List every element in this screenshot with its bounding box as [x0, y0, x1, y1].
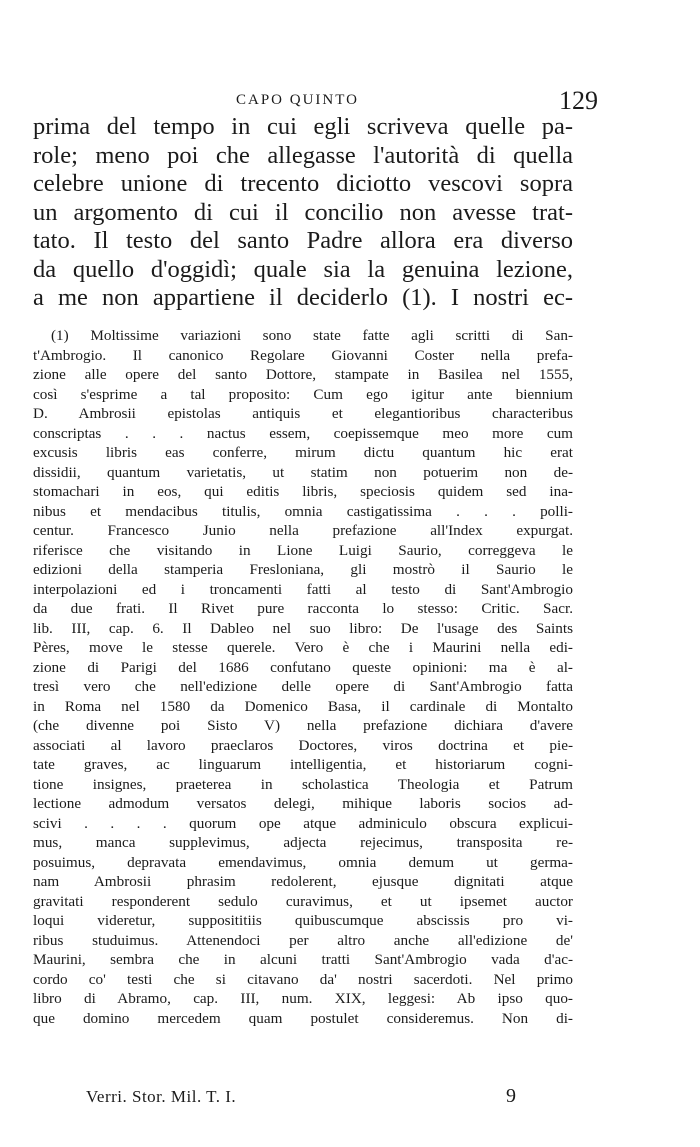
footnote-line: D. Ambrosii epistolas antiquis et elegantioribus characteribus — [33, 405, 573, 422]
footnote-line: riferisce che visitando in Lione Luigi Saurio, correggeva le — [33, 541, 573, 559]
footnote-line: zione di Parigi del 1686 confutano queste opinioni: ma è al- — [33, 658, 573, 676]
text-line: a me non appartiene il deciderlo (1). I nostri ec- — [33, 284, 573, 311]
footnote-line: (che divenne poi Sisto V) nella prefazione dichiara d'avere — [33, 717, 573, 734]
footnote-line: conscriptas . . . nactus essem, coepissemque meo more cum — [33, 424, 573, 442]
signature-text: Verri. Stor. Mil. T. I. — [86, 1087, 237, 1106]
footnote-line: interpolazioni ed i troncamenti fatti al testo di Sant'Ambrogio — [33, 580, 573, 598]
footnote-line: cordo co' testi che si citavano da' nostri sacerdoti. Nel primo — [33, 970, 573, 988]
footnote-line: edizioni della stamperia Fresloniana, gli mostrò il Saurio le — [33, 561, 573, 578]
footnote-line: nibus et mendacibus titulis, omnia castigatissima . . . polli- — [33, 502, 573, 520]
footnote-line: mus, manca supplevimus, adjecta rejecimus, transposita re- — [33, 834, 573, 851]
footnote-line: lectione admodum versatos delegi, mihique laboris socios ad- — [33, 795, 573, 812]
text-line: prima del tempo in cui egli scriveva quelle pa- — [33, 113, 573, 140]
text-line: celebre unione di trecento diciotto vescovi sopra — [33, 170, 573, 197]
footnote-line: (1) Moltissime variazioni sono state fatte agli scritti di San- — [51, 327, 573, 344]
footnote-line: que domino mercedem quam postulet consideremus. Non di- — [33, 1009, 573, 1027]
footnote-line: centur. Francesco Junio nella prefazione all'Index expurgat. — [33, 522, 573, 539]
footnote-line: lib. III, cap. 6. Il Dableo nel suo libro: De l'usage des Saints — [33, 619, 573, 637]
footnote-line: loqui videretur, supposititiis quibuscumque abscissis pro vi- — [33, 912, 573, 929]
running-head — [36, 86, 598, 116]
footnote-line: tate graves, ac linguarum intelligentia, et historiarum cogni- — [33, 756, 573, 773]
text-line: un argomento di cui il concilio non avesse trat- — [33, 198, 573, 226]
footnote-line: posuimus, depravata emendavimus, omnia demum ut germa- — [33, 853, 573, 871]
footnote-line: Pères, move le stesse querele. Vero è che i Maurini nella edi- — [33, 639, 573, 656]
footnote-line: t'Ambrogio. Il canonico Regolare Giovanni Coster nella prefa- — [33, 346, 573, 364]
footnote-line: ribus studuimus. Attenendoci per altro anche all'edizione de' — [33, 931, 573, 949]
footnote-line: così s'esprime a tal proposito: Cum ego igitur ante biennium — [33, 385, 573, 403]
footnote-line: zione alle opere del santo Dottore, stampate in Basilea nel 1555, — [33, 366, 573, 383]
text-line: role; meno poi che allegasse l'autorità di quella — [33, 141, 573, 169]
text-line: tato. Il testo del santo Padre allora era diverso — [33, 227, 573, 254]
footnote-line: excusis libris eas conferre, mirum dictu quantum hic erat — [33, 444, 573, 461]
footnote-line: associati al lavoro praeclaros Doctores, viros doctrina et pie- — [33, 736, 573, 754]
footnote — [33, 326, 573, 1028]
main-text — [33, 113, 573, 313]
footnote-line: stomachari in eos, qui editis libris, speciosis quidem sed ina- — [33, 483, 573, 500]
footnote-line: Maurini, sembra che in alcuni tratti Sant'Ambrogio vada d'ac- — [33, 951, 573, 968]
footnote-line: scivi . . . . quorum ope atque adminiculo obscura explicui- — [33, 814, 573, 832]
footnote-line: libro di Abramo, cap. III, num. XIX, leggesi: Ab ipso quo- — [33, 990, 573, 1007]
chapter-heading: CAPO QUINTO — [236, 92, 359, 108]
footnote-line: nam Ambrosii phrasim redolerent, ejusque dignitati atque — [33, 873, 573, 890]
footnote-line: gravitati responderent sedulo curavimus, et ut ipsemet auctor — [33, 892, 573, 910]
signature-number: 9 — [506, 1085, 516, 1107]
footnote-line: dissidii, quantum varietatis, ut statim non potuerim non de- — [33, 463, 573, 481]
footnote-line: in Roma nel 1580 da Domenico Basa, il cardinale di Montalto — [33, 697, 573, 715]
printer-signature — [86, 1087, 626, 1111]
footnote-line: da due frati. Il Rivet pure racconta lo stesso: Critic. Sacr. — [33, 600, 573, 617]
footnote-line: tione insignes, praeterea in scholastica Theologia et Patrum — [33, 775, 573, 793]
footnote-line: tresì vero che nell'edizione delle opere di Sant'Ambrogio fatta — [33, 678, 573, 695]
text-line: da quello d'oggidì; quale sia la genuina lezione, — [33, 255, 573, 283]
page-number: 129 — [559, 86, 598, 115]
